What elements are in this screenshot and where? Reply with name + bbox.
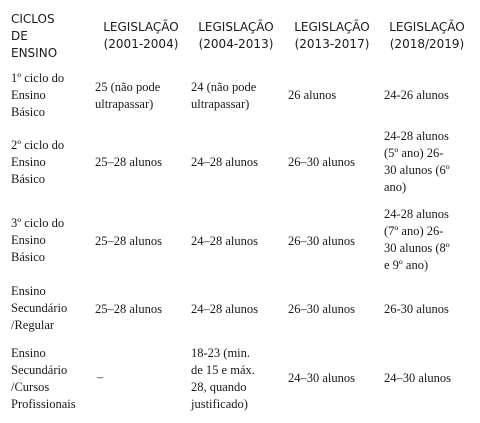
row-5-2013-2017: 24–30 alunos bbox=[288, 371, 356, 385]
row-3-2013-2017: 26–30 alunos bbox=[288, 234, 356, 248]
header-cycles: CICLOS DE ENSINO bbox=[11, 12, 58, 60]
row-5-cycle: Ensino Secundário /Cursos Profissionais bbox=[11, 346, 76, 411]
row-5-2001-2004: – bbox=[97, 370, 104, 384]
header-legislation-2018-2019: LEGISLAÇÃO (2018/2019) bbox=[389, 20, 465, 51]
row-1-2018-2019: 24-26 alunos bbox=[384, 88, 449, 102]
row-3-2018-2019: 24-28 alunos (7º ano) 26- 30 alunos (8º e 9º ano) bbox=[384, 207, 450, 272]
row-2-2018-2019: 24-28 alunos (5º ano) 26- 30 alunos (6º ano) bbox=[384, 129, 450, 194]
row-1-2001-2004: 25 (não pode ultrapassar) bbox=[95, 80, 161, 111]
row-4-cycle: Ensino Secundário /Regular bbox=[11, 284, 68, 332]
header-legislation-2013-2017: LEGISLAÇÃO (2013-2017) bbox=[294, 20, 370, 51]
row-3-2001-2004: 25–28 alunos bbox=[95, 234, 163, 248]
row-5-2004-2013: 18-23 (min. de 15 e máx. 28, quando justificado) bbox=[191, 346, 255, 411]
row-4-2013-2017: 26–30 alunos bbox=[288, 302, 356, 316]
row-2-2001-2004: 25–28 alunos bbox=[95, 155, 163, 169]
row-1-2013-2017: 26 alunos bbox=[288, 88, 337, 102]
row-5-2018-2019: 24–30 alunos bbox=[384, 371, 452, 385]
row-3-2004-2013: 24–28 alunos bbox=[191, 234, 259, 248]
header-legislation-2004-2013: LEGISLAÇÃO (2004-2013) bbox=[198, 20, 274, 51]
row-2-2013-2017: 26–30 alunos bbox=[288, 155, 356, 169]
row-3-cycle: 3º ciclo do Ensino Básico bbox=[11, 216, 65, 264]
header-legislation-2001-2004: LEGISLAÇÃO (2001-2004) bbox=[103, 20, 179, 51]
row-1-2004-2013: 24 (não pode ultrapassar) bbox=[191, 80, 257, 111]
row-4-2018-2019: 26-30 alunos bbox=[384, 302, 449, 316]
row-4-2004-2013: 24–28 alunos bbox=[191, 302, 259, 316]
row-1-cycle: 1º ciclo do Ensino Básico bbox=[11, 71, 65, 119]
row-4-2001-2004: 25–28 alunos bbox=[95, 302, 163, 316]
row-2-2004-2013: 24–28 alunos bbox=[191, 155, 259, 169]
row-2-cycle: 2º ciclo do Ensino Básico bbox=[11, 138, 65, 186]
